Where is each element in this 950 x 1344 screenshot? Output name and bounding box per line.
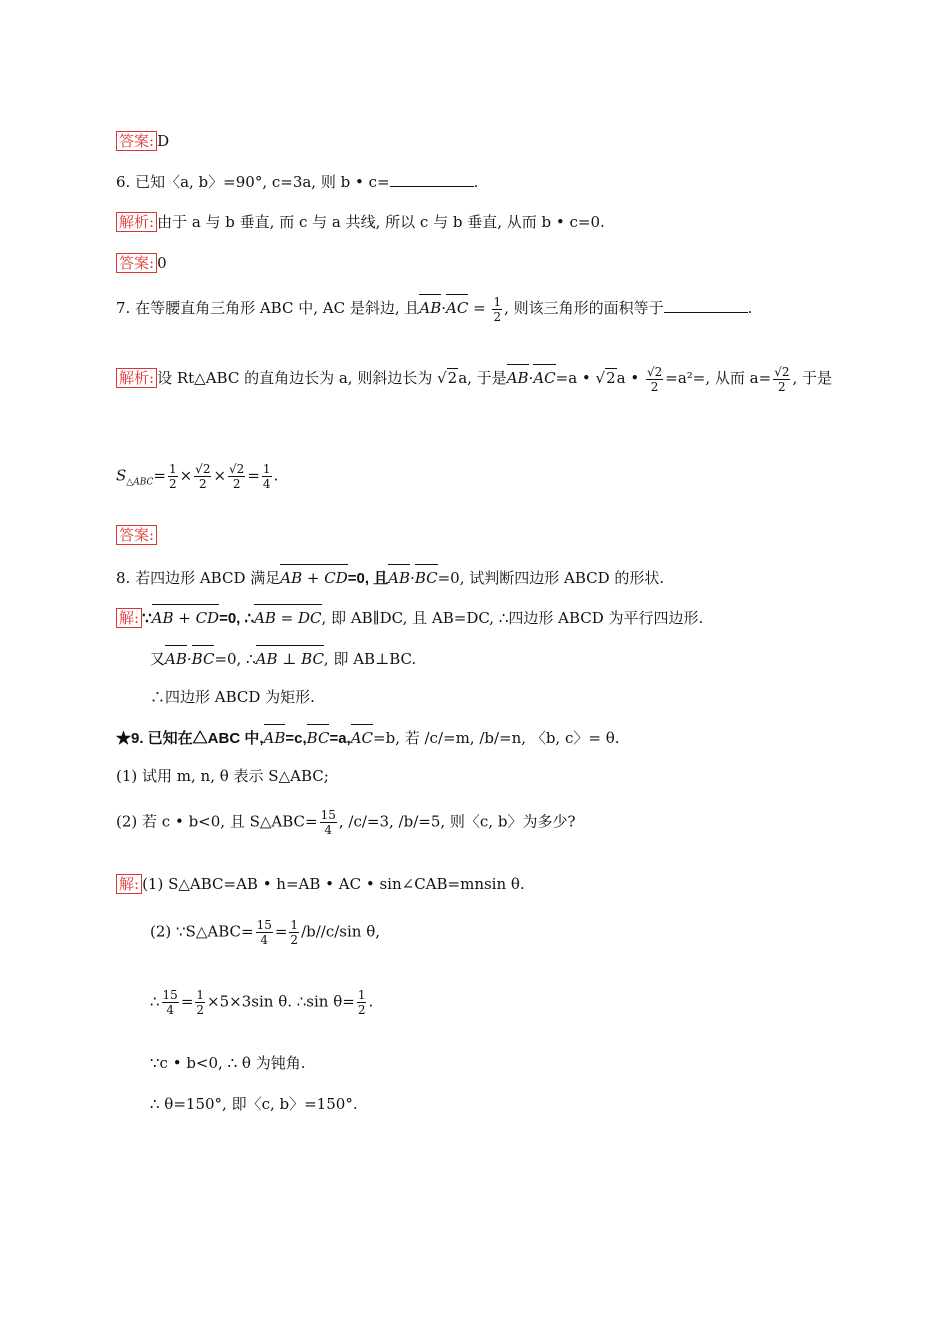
denominator: 2 xyxy=(196,1003,205,1017)
formula-end: . xyxy=(273,466,279,485)
question-text: 8. 若四边形 ABCD 满足 xyxy=(116,569,281,587)
solution-end: . xyxy=(368,992,374,1011)
answer-blank xyxy=(664,298,748,313)
question-text-3: =0, 试判断四边形 ABCD 的形状. xyxy=(437,569,665,587)
question-end: . xyxy=(473,173,479,191)
question-text-2: =0, 且 xyxy=(347,570,389,587)
equals-sign: = xyxy=(274,922,288,941)
question-6 xyxy=(116,171,478,193)
fraction-2 xyxy=(195,988,205,1017)
fraction-3 xyxy=(228,462,245,491)
numerator: 15 xyxy=(320,808,336,822)
solution-9-line-3 xyxy=(150,988,373,1017)
numerator: √2 xyxy=(229,462,245,476)
analysis-label: 解析: xyxy=(116,212,157,232)
fraction-2 xyxy=(194,462,211,491)
denominator: 2 xyxy=(290,933,299,947)
vector-perpendicular: AB ⊥ BC xyxy=(256,645,324,670)
area-formula xyxy=(116,462,278,494)
denominator: 2 xyxy=(493,309,502,324)
solution-text: (2) ∵S△ABC= xyxy=(150,922,254,941)
times-sign: × xyxy=(179,466,193,485)
fraction-2 xyxy=(773,365,790,394)
vector-ab: AB xyxy=(507,364,529,389)
vector-bc: BC xyxy=(415,564,438,589)
analysis-text: 由于 a 与 b 垂直, 而 c 与 a 共线, 所以 c 与 b 垂直, 从而 b • c=0. xyxy=(157,213,605,231)
answer-label: 答案: xyxy=(116,525,157,545)
analysis-6 xyxy=(116,211,605,233)
numerator: 1 xyxy=(168,462,177,476)
numerator: √2 xyxy=(195,462,211,476)
numerator: √2 xyxy=(646,364,663,379)
question-text: (2) 若 c • b<0, 且 S△ABC= xyxy=(116,812,318,831)
solution-text-3: , 即 AB⊥BC. xyxy=(323,650,417,668)
denominator: 4 xyxy=(324,823,333,837)
question-8 xyxy=(116,564,664,590)
answer-5 xyxy=(116,130,169,152)
answer-label: 答案: xyxy=(116,253,157,273)
solution-9-line-4 xyxy=(150,1052,305,1074)
area-symbol: S xyxy=(116,466,127,485)
fraction xyxy=(646,365,663,394)
fraction xyxy=(162,988,179,1017)
denominator: 4 xyxy=(166,1003,174,1017)
numerator: 1 xyxy=(357,988,366,1002)
solution-9-line-1 xyxy=(116,873,525,895)
equals-sign: = xyxy=(153,466,166,485)
answer-label: 答案: xyxy=(116,131,157,151)
dot-operator: · xyxy=(441,299,447,317)
sqrt-expr-2: √2 xyxy=(595,369,616,387)
solution-label: 解: xyxy=(116,608,142,628)
vector-sum: AB + CD xyxy=(280,564,347,589)
denominator: 2 xyxy=(168,477,177,491)
dot-operator: · xyxy=(186,650,192,668)
radicand: 2 xyxy=(447,369,458,387)
question-7 xyxy=(116,294,752,324)
dot-operator: · xyxy=(528,369,534,387)
denominator: 2 xyxy=(198,477,207,491)
analysis-text-3: =a • xyxy=(555,369,596,387)
denominator: 2 xyxy=(232,477,241,491)
solution-text: 又 xyxy=(150,650,166,668)
denominator: 4 xyxy=(262,477,271,491)
numerator: 1 xyxy=(196,988,205,1002)
solution-text: ×5×3sin θ. ∴sin θ= xyxy=(207,992,355,1011)
solution-8-line-3 xyxy=(150,686,315,708)
times-sign-2: × xyxy=(213,466,227,485)
answer-value: D xyxy=(157,132,170,150)
question-end: . xyxy=(747,299,753,317)
vector-ab: AB xyxy=(264,724,286,749)
question-9 xyxy=(116,724,620,750)
analysis-text-6: , 于是 xyxy=(792,369,833,387)
solution-9-line-2 xyxy=(150,918,380,947)
solution-text: =0, ∴ xyxy=(219,610,255,627)
fraction-1 xyxy=(168,462,178,491)
answer-7 xyxy=(116,524,157,546)
denominator: 2 xyxy=(650,379,659,394)
therefore-symbol: ∴ xyxy=(150,992,160,1011)
question-text: 7. 在等腰直角三角形 ABC 中, AC 是斜边, 且 xyxy=(116,299,420,317)
solution-text-2: =0, ∴ xyxy=(214,650,256,668)
sqrt-expr: √2 xyxy=(437,369,458,387)
analysis-text-2: a, 于是 xyxy=(458,369,507,387)
numerator: 1 xyxy=(262,462,271,476)
solution-text: ∵c • b<0, ∴ θ 为钝角. xyxy=(150,1054,306,1072)
solution-text-2: /b//c/sin θ, xyxy=(301,922,381,941)
analysis-text-5: =a²=, 从而 a= xyxy=(665,369,772,387)
vector-ac: AC xyxy=(351,724,373,749)
numerator: √2 xyxy=(774,364,790,379)
numerator: 1 xyxy=(493,294,502,309)
numerator: 15 xyxy=(162,988,178,1002)
solution-8-line-1 xyxy=(116,604,703,630)
denominator: 2 xyxy=(778,379,786,394)
solution-9-line-5 xyxy=(150,1093,358,1115)
answer-6 xyxy=(116,252,167,274)
vector-ac: AC xyxy=(533,364,555,389)
vector-bc: BC xyxy=(307,724,330,749)
question-text-2: , 则该三角形的面积等于 xyxy=(504,299,664,317)
vector-ab: AB xyxy=(419,294,441,319)
analysis-7 xyxy=(116,364,832,394)
fraction xyxy=(320,808,337,837)
dot-operator: · xyxy=(410,569,415,587)
question-text-2: =c, xyxy=(285,730,307,747)
question-text-2: , /c/=3, /b/=5, 则〈c, b〉为多少? xyxy=(338,812,576,831)
answer-value: 0 xyxy=(157,254,167,272)
area-subscript: △ABC xyxy=(126,477,154,488)
vector-ac: AC xyxy=(446,294,468,319)
analysis-text-4: a • xyxy=(616,369,644,387)
vector-ab: AB xyxy=(165,645,187,670)
radicand: 2 xyxy=(606,369,616,387)
answer-blank xyxy=(390,172,474,187)
solution-text: (1) S△ABC=AB • h=AB • AC • sin∠CAB=mnsin θ. xyxy=(142,875,525,893)
question-text-4: =b, 若 /c/=m, /b/=n, 〈b, c〉= θ. xyxy=(373,729,620,747)
vector-sum: AB + CD xyxy=(152,604,219,629)
fraction-2 xyxy=(289,918,299,947)
equals-sign: = xyxy=(180,992,194,1011)
equals-sign: = xyxy=(468,299,491,317)
vector-equality: AB = DC xyxy=(254,604,321,629)
question-text-3: =a, xyxy=(329,730,351,747)
question-text: 6. 已知〈a, b〉=90°, c=3a, 则 b • c= xyxy=(116,173,390,191)
numerator: 1 xyxy=(290,918,299,932)
denominator: 2 xyxy=(357,1003,366,1017)
fraction-4 xyxy=(262,462,272,491)
solution-text: ∴四边形 ABCD 为矩形. xyxy=(150,688,315,706)
fraction-3 xyxy=(357,988,367,1017)
question-text: (1) 试用 m, n, θ 表示 S△ABC; xyxy=(116,767,329,785)
solution-text-2: , 即 AB∥DC, 且 AB=DC, ∴四边形 ABCD 为平行四边形. xyxy=(321,609,704,627)
solution-label: 解: xyxy=(116,874,142,894)
solution-8-line-2 xyxy=(150,645,416,670)
because-symbol: ∵ xyxy=(142,610,152,627)
vector-ab: AB xyxy=(388,564,410,589)
analysis-text: 设 Rt△ABC 的直角边长为 a, 则斜边长为 xyxy=(157,369,438,387)
fraction xyxy=(492,295,502,324)
numerator: 15 xyxy=(256,918,272,932)
analysis-label: 解析: xyxy=(116,368,157,388)
denominator: 4 xyxy=(260,933,269,947)
equals-sign-2: = xyxy=(247,466,260,485)
solution-text: ∴ θ=150°, 即〈c, b〉=150°. xyxy=(150,1095,358,1113)
question-9-part-2 xyxy=(116,808,576,837)
question-text: ★9. 已知在△ABC 中, xyxy=(116,730,264,747)
question-9-part-1 xyxy=(116,765,329,787)
fraction xyxy=(256,918,273,947)
vector-bc: BC xyxy=(192,645,215,670)
